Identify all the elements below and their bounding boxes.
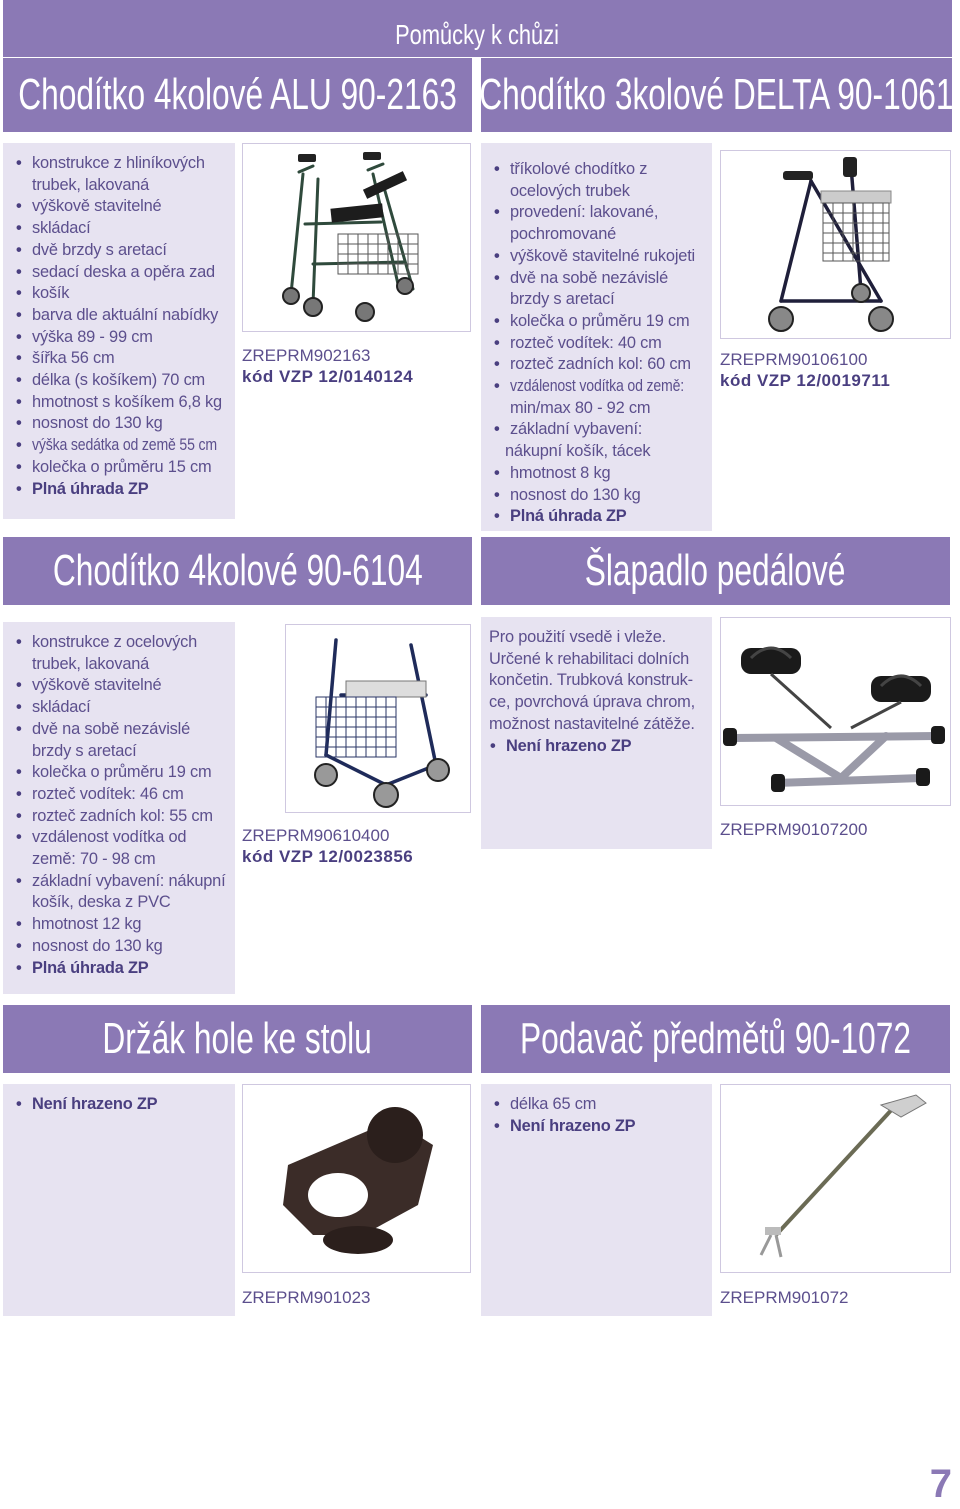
specs-panel-steel <box>3 622 235 994</box>
spec-item: • šířka 56 cm <box>15 348 225 370</box>
description-line: končetin. Trubková konstruk- <box>489 671 693 690</box>
rollator-illustration <box>286 625 470 812</box>
product-title-reacher: Podavač předmětů 90-1072 <box>481 1005 950 1073</box>
product-codes-reacher <box>720 1287 951 1308</box>
spec-item: • základní vybavení: nákupní <box>15 871 225 893</box>
spec-item: • délka 65 cm <box>493 1094 702 1116</box>
reimbursement-label: • Není hrazeno ZP <box>15 1094 225 1116</box>
product-codes-delta <box>720 349 951 391</box>
spec-item: • nosnost do 130 kg <box>493 485 702 507</box>
spec-item: země: 70 - 98 cm <box>32 850 156 869</box>
reimbursement-label: • Plná úhrada ZP <box>15 958 225 980</box>
spec-item: • barva dle aktuální nabídky <box>15 305 225 327</box>
product-image-reacher <box>720 1084 951 1273</box>
spec-item: brzdy s aretací <box>32 741 137 760</box>
spec-item: • hmotnost s košíkem 6,8 kg <box>15 392 225 414</box>
spec-item: trubek, lakovaná <box>32 175 150 194</box>
spec-item: • nosnost do 130 kg <box>15 413 225 435</box>
spec-item: • skládací <box>15 218 225 240</box>
description-line: Určené k rehabilitaci dolních <box>489 649 690 668</box>
pedal-exerciser-illustration <box>721 618 950 805</box>
specs-panel-alu <box>3 143 235 519</box>
spec-item: • výškově stavitelné rukojeti <box>493 246 702 268</box>
product-code: ZREPRM90107200 <box>720 820 868 839</box>
specs-panel-delta <box>481 143 712 531</box>
spec-item: • kolečka o průměru 19 cm <box>15 762 225 784</box>
reimbursement-label: • Plná úhrada ZP <box>493 506 702 528</box>
category-title: Pomůcky k chůzi <box>395 19 560 50</box>
spec-item: brzdy s aretací <box>510 290 615 309</box>
spec-item: • vzdálenost vodítka od <box>15 827 225 849</box>
description-line: ce, povrchová úprava chrom, <box>489 693 695 712</box>
product-code: ZREPRM90106100 <box>720 350 868 369</box>
product-code: ZREPRM901023 <box>242 1288 371 1307</box>
spec-list-alu <box>3 143 235 510</box>
product-image-steel <box>285 624 471 813</box>
spec-item: • dvě brzdy s aretací <box>15 240 225 262</box>
rollator-illustration <box>243 144 470 331</box>
product-codes-alu <box>242 345 471 387</box>
spec-item: • dvě na sobě nezávislé <box>493 268 702 290</box>
spec-item: • skládací <box>15 697 225 719</box>
spec-item: • hmotnost 8 kg <box>493 463 702 485</box>
spec-item: • základní vybavení: <box>493 419 702 441</box>
spec-item: trubek, lakovaná <box>32 654 150 673</box>
spec-list-delta <box>481 143 712 538</box>
description-panel-pedal <box>481 617 712 849</box>
spec-item: • provedení: lakované, <box>493 202 702 224</box>
reimbursement-label: • Plná úhrada ZP <box>15 479 225 501</box>
spec-item: • výškově stavitelné <box>15 196 225 218</box>
category-banner <box>3 0 952 57</box>
product-image-alu <box>242 143 471 332</box>
vzp-code: kód VZP 12/0019711 <box>720 371 891 390</box>
product-title-alu: Chodítko 4kolové ALU 90-2163 <box>3 58 472 132</box>
spec-list-steel <box>3 622 235 989</box>
reimbursement-label: • Není hrazeno ZP <box>489 736 704 758</box>
spec-item: • kolečka o průměru 15 cm <box>15 457 225 479</box>
spec-item: • kolečka o průměru 19 cm <box>493 311 702 333</box>
spec-item: • nosnost do 130 kg <box>15 936 225 958</box>
product-image-pedal <box>720 617 951 806</box>
vzp-code: kód VZP 12/0140124 <box>242 367 414 386</box>
product-code: ZREPRM90610400 <box>242 826 390 845</box>
cane-holder-illustration <box>243 1085 470 1272</box>
page-number: 7 <box>929 1462 952 1506</box>
spec-item: nákupní košík, tácek <box>505 442 651 461</box>
product-code: ZREPRM902163 <box>242 346 371 365</box>
spec-item: • rozteč zadních kol: 55 cm <box>15 806 225 828</box>
spec-item: • dvě na sobě nezávislé <box>15 719 225 741</box>
reimbursement-label: • Není hrazeno ZP <box>493 1116 702 1138</box>
spec-item: • výška sedátka od země 55 cm <box>15 435 225 457</box>
spec-item: ocelových trubek <box>510 181 630 200</box>
product-codes-steel <box>242 825 471 867</box>
spec-item: • hmotnost 12 kg <box>15 914 225 936</box>
spec-item: • vzdálenost vodítka od země: <box>493 376 702 398</box>
spec-item: • délka (s košíkem) 70 cm <box>15 370 225 392</box>
spec-item: • košík <box>15 283 225 305</box>
product-description-pedal <box>481 617 712 767</box>
description-line: možnost nastavitelné zátěže. <box>489 714 695 733</box>
spec-item: košík, deska z PVC <box>32 893 171 912</box>
vzp-code: kód VZP 12/0023856 <box>242 847 414 866</box>
specs-panel-holder <box>3 1084 235 1316</box>
spec-item: • rozteč vodítek: 46 cm <box>15 784 225 806</box>
product-image-delta <box>720 150 951 339</box>
spec-item: • rozteč vodítek: 40 cm <box>493 333 702 355</box>
spec-item: • konstrukce z hliníkových <box>15 153 225 175</box>
product-title-pedal: Šlapadlo pedálové <box>481 537 950 605</box>
product-title-holder: Držák hole ke stolu <box>3 1005 472 1073</box>
product-title-steel: Chodítko 4kolové 90-6104 <box>3 537 472 605</box>
spec-list-holder <box>3 1084 235 1126</box>
spec-item: min/max 80 - 92 cm <box>510 398 651 417</box>
three-wheel-walker-illustration <box>721 151 950 338</box>
product-code: ZREPRM901072 <box>720 1288 849 1307</box>
specs-panel-reacher <box>481 1084 712 1316</box>
product-codes-holder <box>242 1287 471 1308</box>
spec-item: • konstrukce z ocelových <box>15 632 225 654</box>
reacher-illustration <box>721 1085 950 1272</box>
description-line: Pro použití vsedě i vleže. <box>489 628 667 646</box>
spec-item: • sedací deska a opěra zad <box>15 262 225 284</box>
product-image-holder <box>242 1084 471 1273</box>
spec-item: • tříkolové chodítko z <box>493 159 702 181</box>
spec-item: • výškově stavitelné <box>15 675 225 697</box>
spec-item: • rozteč zadních kol: 60 cm <box>493 354 702 376</box>
product-title-delta: Chodítko 3kolové DELTA 90-1061 <box>481 58 952 132</box>
product-codes-pedal <box>720 819 951 840</box>
spec-item: • výška 89 - 99 cm <box>15 327 225 349</box>
spec-list-reacher <box>481 1084 712 1147</box>
spec-item: pochromované <box>510 225 617 244</box>
